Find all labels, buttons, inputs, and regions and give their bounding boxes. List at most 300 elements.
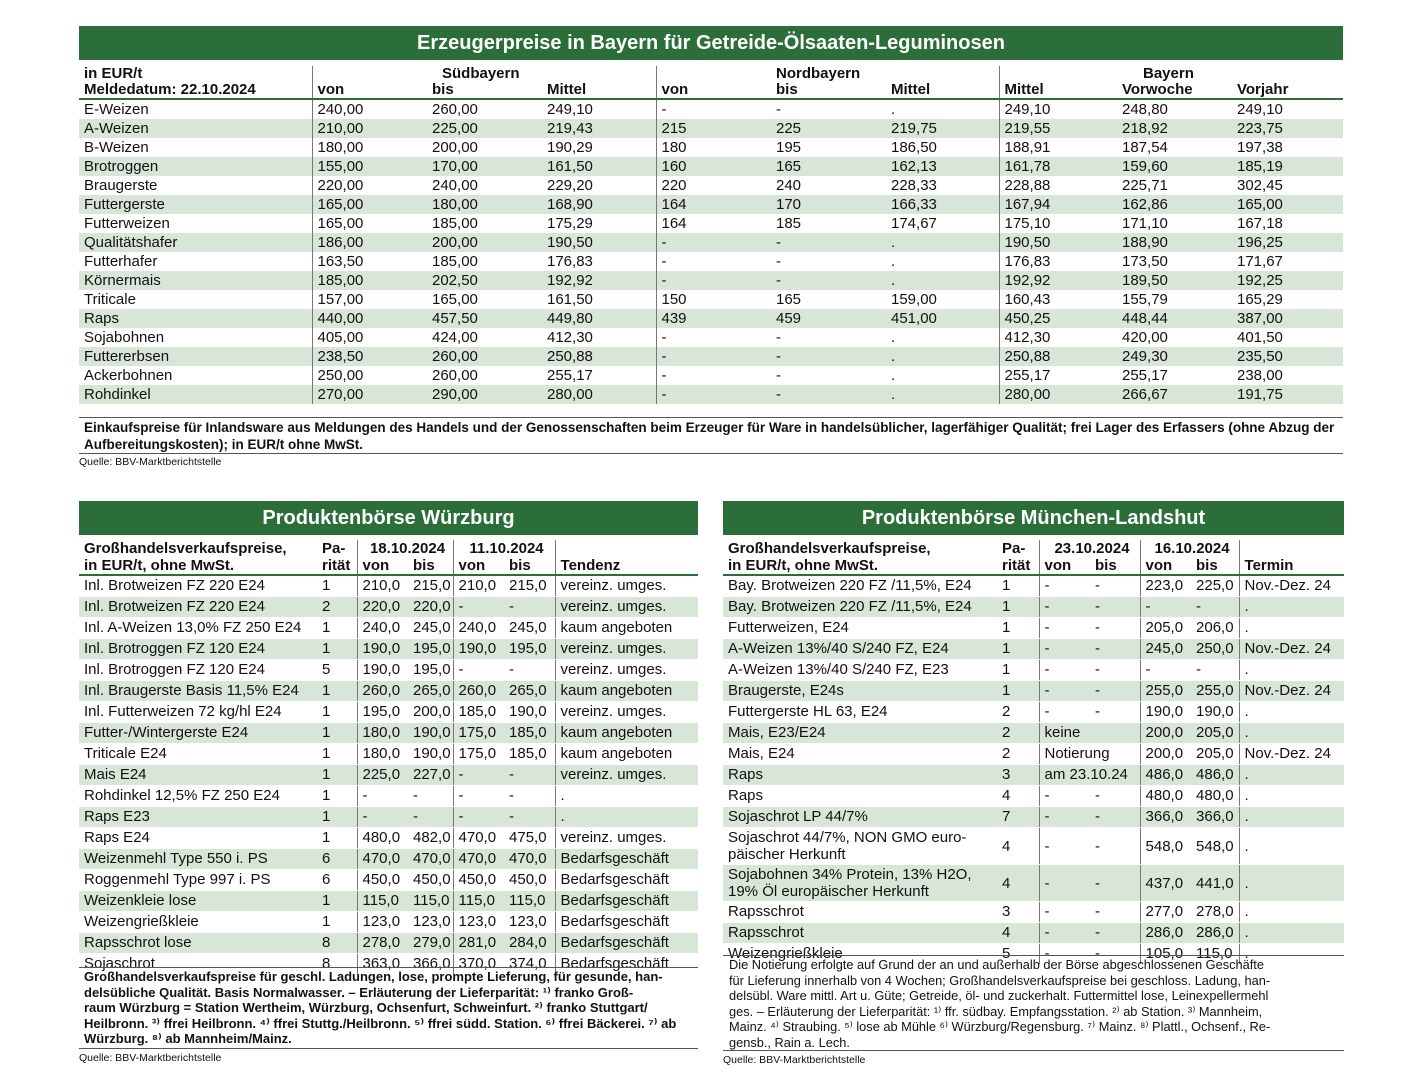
date1-von: 190,0 xyxy=(357,639,408,660)
date2-bis: 190,0 xyxy=(1191,702,1239,723)
termin: . xyxy=(1239,865,1344,902)
paritaet: 4 xyxy=(997,865,1039,902)
bayern-vorjahr: 165,29 xyxy=(1237,291,1283,308)
date2-bis: 366,0 xyxy=(1191,807,1239,828)
sued-von: 163,50 xyxy=(312,252,427,271)
sued-von: 185,00 xyxy=(312,271,427,290)
table-row xyxy=(79,744,698,765)
product-name: Roggenmehl Type 997 i. PS xyxy=(79,870,317,891)
nord-bis: - xyxy=(776,367,781,384)
product-name: Futtererbsen xyxy=(79,347,312,366)
table-row xyxy=(79,828,698,849)
date2-bis: 470,0 xyxy=(504,849,555,870)
date1-von: 220,0 xyxy=(357,597,408,618)
date2-von: 260,0 xyxy=(453,681,504,702)
nord-mittel: 162,13 xyxy=(886,157,999,176)
paritaet: 1 xyxy=(997,575,1039,597)
table-row xyxy=(79,233,1343,252)
col-sued-von: von xyxy=(312,82,427,99)
sued-bis: 260,00 xyxy=(432,367,478,384)
date2-von: 370,0 xyxy=(453,954,504,975)
table-row xyxy=(79,575,698,597)
paritaet: 2 xyxy=(317,597,357,618)
tendenz: kaum angeboten xyxy=(555,681,698,702)
date2-von: 548,0 xyxy=(1140,828,1191,865)
sued-bis: 202,50 xyxy=(427,271,542,290)
paritaet: 8 xyxy=(317,954,357,975)
bayern-vorjahr: 171,67 xyxy=(1237,253,1283,270)
nord-bis: 225 xyxy=(771,119,886,138)
paritaet: 1 xyxy=(317,765,357,786)
date2-von: - xyxy=(453,597,504,618)
date1-von: - xyxy=(1039,618,1090,639)
table-row xyxy=(723,828,1344,865)
date1-von: - xyxy=(1039,660,1090,681)
bayern-mittel: 161,78 xyxy=(999,157,1117,176)
product-name: Inl. Brotroggen FZ 120 E24 xyxy=(79,660,317,681)
date1-bis: - xyxy=(1090,828,1140,865)
date2-von: 245,0 xyxy=(1140,639,1191,660)
date1-bis: 482,0 xyxy=(408,828,453,849)
bayern-vorwoche: 225,71 xyxy=(1122,177,1168,194)
note-line: Mainz. ⁴⁾ Straubing. ⁵⁾ lose ab Mühle ⁶⁾ Würzburg/Regensburg. ⁷⁾ Mainz. ⁸⁾ Plattl., Ochsenf., Re- xyxy=(729,1019,1271,1034)
nord-bis: - xyxy=(771,233,886,252)
nord-mittel: 166,33 xyxy=(886,195,999,214)
date1-von: 180,0 xyxy=(357,723,408,744)
sued-bis: 457,50 xyxy=(427,309,542,328)
date2-von: 123,0 xyxy=(453,912,504,933)
wb-h-bis2: bis xyxy=(504,557,555,575)
product-name: Inl. Brotroggen FZ 120 E24 xyxy=(79,639,317,660)
date1-von: am 23.10.24 xyxy=(1039,765,1140,786)
date1-bis: - xyxy=(408,807,453,828)
date2-von: - xyxy=(453,660,504,681)
sued-mittel: 176,83 xyxy=(547,253,593,270)
paritaet: 4 xyxy=(997,786,1039,807)
bayern-mittel: 412,30 xyxy=(999,328,1117,347)
table-row xyxy=(723,923,1344,944)
col-nord-bis: bis xyxy=(771,82,886,99)
note-line: delsübl. Ware mittl. Art u. Güte; Getreide, öl- und zuckerhalt. Futtermittel lose, Leinexpellermehl xyxy=(729,988,1269,1003)
date2-bis: 185,0 xyxy=(504,723,555,744)
sued-mittel: 255,17 xyxy=(547,367,593,384)
bayern-vorjahr: 165,00 xyxy=(1232,195,1343,214)
wuerzburg-note xyxy=(84,969,696,1047)
wb-h-von1: von xyxy=(357,557,408,575)
nord-mittel: 228,33 xyxy=(891,177,937,194)
paritaet: 6 xyxy=(317,849,357,870)
date1-bis: - xyxy=(1090,639,1140,660)
bayern-mittel: 228,88 xyxy=(999,176,1117,195)
date2-von: 105,0 xyxy=(1140,944,1191,965)
bayern-vorjahr: 197,38 xyxy=(1237,139,1283,156)
paritaet: 1 xyxy=(997,639,1039,660)
bayern-vorwoche: 255,17 xyxy=(1122,367,1168,384)
product-name: Braugerste, E24s xyxy=(723,681,997,702)
product-name: Brotroggen xyxy=(79,157,312,176)
group-nordbayern: Nordbayern xyxy=(776,66,861,82)
table-row xyxy=(79,723,698,744)
paritaet: 1 xyxy=(317,891,357,912)
date2-bis: - xyxy=(1191,597,1239,618)
nord-mittel: . xyxy=(891,367,896,384)
date2-bis: 374,0 xyxy=(504,954,555,975)
bayern-mittel: 160,43 xyxy=(999,290,1117,309)
date2-bis: 190,0 xyxy=(504,702,555,723)
date2-bis: 215,0 xyxy=(504,575,555,597)
date2-bis: - xyxy=(504,765,555,786)
date2-von: 115,0 xyxy=(453,891,504,912)
bayern-vorwoche: 159,60 xyxy=(1117,157,1232,176)
product-name: Weizengrießkleie xyxy=(79,912,317,933)
date2-bis: 205,0 xyxy=(1191,723,1239,744)
nord-bis: - xyxy=(776,253,781,270)
date2-bis: 475,0 xyxy=(504,828,555,849)
date1-bis: 195,0 xyxy=(408,660,453,681)
termin: . xyxy=(1239,944,1344,965)
date2-von: 470,0 xyxy=(453,849,504,870)
date1-von: 180,0 xyxy=(357,744,408,765)
paritaet: 4 xyxy=(997,923,1039,944)
date1-bis: - xyxy=(1090,575,1140,597)
product-name: Sojaschrot xyxy=(79,954,317,975)
sued-mittel: 190,29 xyxy=(547,139,593,156)
sued-mittel: 168,90 xyxy=(542,195,656,214)
bayern-vorjahr: 387,00 xyxy=(1232,309,1343,328)
nord-bis: 165 xyxy=(776,291,802,308)
product-name: Raps E24 xyxy=(79,828,317,849)
date2-von: 366,0 xyxy=(1140,807,1191,828)
wuerzburg-title: Produktenbörse Würzburg xyxy=(262,507,515,529)
date1-von: - xyxy=(1039,575,1090,597)
nord-bis: - xyxy=(771,271,886,290)
table-row xyxy=(79,195,1343,214)
date2-bis: - xyxy=(1191,660,1239,681)
ml-h-paritaet-b: rität xyxy=(997,557,1039,575)
date1-von: - xyxy=(1039,944,1090,965)
date1-bis: - xyxy=(1090,597,1140,618)
product-name: Weizenmehl Type 550 i. PS xyxy=(79,849,317,870)
date1-bis: - xyxy=(1090,660,1140,681)
wb-h-von2: von xyxy=(453,557,504,575)
date2-bis: 250,0 xyxy=(1191,639,1239,660)
sued-von: 157,00 xyxy=(312,290,427,309)
termin: . xyxy=(1239,765,1344,786)
date1-von: 260,0 xyxy=(357,681,408,702)
date2-bis: 115,0 xyxy=(1191,944,1239,965)
product-name: Bay. Brotweizen 220 FZ /11,5%, E24 xyxy=(723,575,997,597)
sued-von: 165,00 xyxy=(312,214,427,233)
product-name: Futtergerste HL 63, E24 xyxy=(723,702,997,723)
table-row xyxy=(723,597,1344,618)
table-row xyxy=(79,870,698,891)
termin: . xyxy=(1239,660,1344,681)
nord-von: 220 xyxy=(656,176,771,195)
product-name: Körnermais xyxy=(79,271,312,290)
tendenz: . xyxy=(555,807,698,828)
table-row xyxy=(79,597,698,618)
date2-von: 200,0 xyxy=(1140,744,1191,765)
product-name: Futter-/Wintergerste E24 xyxy=(79,723,317,744)
bayern-vorwoche: 155,79 xyxy=(1122,291,1168,308)
paritaet: 3 xyxy=(997,902,1039,923)
date2-von: - xyxy=(453,807,504,828)
col-bayern-vorwoche: Vorwoche xyxy=(1117,82,1232,99)
date1-von: - xyxy=(1039,786,1090,807)
product-name: Mais, E24 xyxy=(723,744,997,765)
nord-mittel: . xyxy=(886,347,999,366)
paritaet: 1 xyxy=(997,681,1039,702)
termin: Nov.-Dez. 24 xyxy=(1239,744,1344,765)
product-name-line2: päischer Herkunft xyxy=(728,846,846,863)
termin: . xyxy=(1239,597,1344,618)
date2-bis: 278,0 xyxy=(1191,902,1239,923)
bayern-vorjahr: 238,00 xyxy=(1237,367,1283,384)
sued-von: 250,00 xyxy=(312,366,427,385)
table-row xyxy=(79,119,1343,138)
product-name: Inl. Braugerste Basis 11,5% E24 xyxy=(79,681,317,702)
date2-bis: 548,0 xyxy=(1191,828,1239,865)
bayern-mittel: 190,50 xyxy=(999,233,1117,252)
date2-bis: 115,0 xyxy=(504,891,555,912)
sued-mittel: 249,10 xyxy=(547,101,593,118)
nord-mittel: . xyxy=(886,385,999,404)
date1-von: 240,0 xyxy=(357,618,408,639)
product-name: Inl. Brotweizen FZ 220 E24 xyxy=(79,575,317,597)
nord-mittel: . xyxy=(891,253,896,270)
date1-bis: - xyxy=(408,786,453,807)
nord-von: - xyxy=(656,366,771,385)
product-name: Mais, E23/E24 xyxy=(723,723,997,744)
date2-bis: 284,0 xyxy=(504,933,555,954)
date2-von: 175,0 xyxy=(453,723,504,744)
group-bayern: Bayern xyxy=(1143,66,1194,82)
nord-mittel: 159,00 xyxy=(891,291,937,308)
producer-prices-table xyxy=(79,66,1343,404)
nord-von: 150 xyxy=(656,290,771,309)
date1-bis: 200,0 xyxy=(408,702,453,723)
paritaet: 2 xyxy=(997,723,1039,744)
table-row xyxy=(723,702,1344,723)
paritaet: 1 xyxy=(317,828,357,849)
date2-bis: - xyxy=(504,597,555,618)
sued-mittel: 192,92 xyxy=(542,271,656,290)
paritaet: 7 xyxy=(997,807,1039,828)
note-line: gensb., Rain a. Lech. xyxy=(729,1034,850,1050)
date2-bis: 265,0 xyxy=(504,681,555,702)
table-row xyxy=(723,681,1344,702)
nord-mittel: . xyxy=(886,233,999,252)
tendenz: vereinz. umges. xyxy=(555,639,698,660)
date1-von: - xyxy=(1039,597,1090,618)
date2-von: 437,0 xyxy=(1140,865,1191,902)
table-row xyxy=(79,385,1343,404)
product-name: Weizengrießkleie xyxy=(723,944,997,965)
date2-von: 205,0 xyxy=(1140,618,1191,639)
sued-mittel: 280,00 xyxy=(542,385,656,404)
table-row xyxy=(79,328,1343,347)
date1-von: Notierung xyxy=(1039,744,1140,765)
nord-bis: - xyxy=(776,329,781,346)
table-row xyxy=(723,639,1344,660)
product-name: E-Weizen xyxy=(84,101,149,118)
nord-mittel: . xyxy=(891,101,896,118)
nord-bis: 459 xyxy=(771,309,886,328)
product-name: Inl. Futterweizen 72 kg/hl E24 xyxy=(79,702,317,723)
meldedatum: Meldedatum: 22.10.2024 xyxy=(79,82,312,99)
sued-von: 210,00 xyxy=(312,119,427,138)
bayern-mittel: 280,00 xyxy=(999,385,1117,404)
table-row xyxy=(723,786,1344,807)
bayern-mittel: 255,17 xyxy=(999,366,1117,385)
paritaet: 1 xyxy=(317,912,357,933)
termin: . xyxy=(1239,723,1344,744)
paritaet: 2 xyxy=(997,702,1039,723)
table-row xyxy=(79,309,1343,328)
date1-bis: 366,0 xyxy=(408,954,453,975)
note-line: delsübliche Qualität. Basis Normalwasser. – Erläuterung der Lieferparität: ¹⁾ franko Groß- xyxy=(84,984,634,1000)
bayern-vorwoche: 171,10 xyxy=(1122,215,1168,232)
product-name-line1: Sojabohnen 34% Protein, 13% H2O, xyxy=(728,866,972,883)
date1-bis: - xyxy=(1090,618,1140,639)
date1-von: 190,0 xyxy=(357,660,408,681)
table-row xyxy=(79,891,698,912)
date2-bis: - xyxy=(504,807,555,828)
date1-von: 480,0 xyxy=(357,828,408,849)
wb-h-date1: 18.10.2024 xyxy=(357,540,453,557)
bayern-vorjahr: 249,10 xyxy=(1237,101,1283,118)
termin: . xyxy=(1239,702,1344,723)
note-line: Würzburg. ⁸⁾ ab Mannheim/Mainz. xyxy=(84,1031,292,1046)
date1-von: 115,0 xyxy=(357,891,408,912)
product-name: Ackerbohnen xyxy=(84,367,173,384)
product-name: A-Weizen 13%/40 S/240 FZ, E24 xyxy=(723,639,997,660)
termin: Nov.-Dez. 24 xyxy=(1239,639,1344,660)
ml-h-bis2: bis xyxy=(1191,557,1239,575)
table-row xyxy=(79,681,698,702)
nord-von: - xyxy=(656,233,771,252)
nord-bis: 185 xyxy=(776,215,802,232)
product-name-line2: 19% Öl europäischer Herkunft xyxy=(728,883,929,900)
table-row xyxy=(79,347,1343,366)
table-row xyxy=(79,933,698,954)
wb-h-col1a: Großhandelsverkaufspreise, xyxy=(84,540,287,557)
nord-von: - xyxy=(656,99,771,119)
table-row xyxy=(79,214,1343,233)
tendenz: kaum angeboten xyxy=(555,744,698,765)
top-title-bar xyxy=(79,26,1343,60)
nord-von: - xyxy=(656,252,771,271)
date2-bis: 441,0 xyxy=(1191,865,1239,902)
date1-von: 123,0 xyxy=(357,912,408,933)
date1-von: - xyxy=(1039,681,1090,702)
sued-mittel: 190,50 xyxy=(542,233,656,252)
termin: . xyxy=(1239,828,1344,865)
date1-von: 210,0 xyxy=(357,575,408,597)
date2-von: - xyxy=(1140,660,1191,681)
sued-von: 440,00 xyxy=(312,309,427,328)
sued-von: 155,00 xyxy=(312,157,427,176)
ml-h-date2: 16.10.2024 xyxy=(1140,540,1239,557)
product-name: Rapsschrot xyxy=(723,902,997,923)
date1-bis: 190,0 xyxy=(408,744,453,765)
tendenz: Bedarfsgeschäft xyxy=(555,912,698,933)
product-name: A-Weizen 13%/40 S/240 FZ, E23 xyxy=(723,660,997,681)
date1-bis: 450,0 xyxy=(408,870,453,891)
termin: . xyxy=(1239,786,1344,807)
sued-von: 165,00 xyxy=(312,195,427,214)
ml-h-von1: von xyxy=(1039,557,1090,575)
bayern-vorwoche: 249,30 xyxy=(1117,347,1232,366)
date1-von: - xyxy=(1039,639,1090,660)
nord-von: - xyxy=(656,347,771,366)
product-name xyxy=(723,865,997,902)
tendenz: vereinz. umges. xyxy=(555,828,698,849)
paritaet: 1 xyxy=(317,575,357,597)
date2-bis: 225,0 xyxy=(1191,575,1239,597)
ml-h-bis1: bis xyxy=(1090,557,1140,575)
date1-bis: 265,0 xyxy=(408,681,453,702)
table-row xyxy=(723,660,1344,681)
wb-h-date2: 11.10.2024 xyxy=(453,540,555,557)
bayern-vorjahr: 196,25 xyxy=(1232,233,1343,252)
date1-von: - xyxy=(1039,807,1090,828)
paritaet: 1 xyxy=(317,702,357,723)
table-row xyxy=(723,723,1344,744)
termin: . xyxy=(1239,618,1344,639)
product-name: Inl. Brotweizen FZ 220 E24 xyxy=(79,597,317,618)
date1-bis: 115,0 xyxy=(408,891,453,912)
table-row xyxy=(723,618,1344,639)
sued-mittel: 161,50 xyxy=(547,291,593,308)
product-name: Braugerste xyxy=(84,177,158,194)
nord-bis: - xyxy=(776,101,781,118)
bayern-vorjahr: 185,19 xyxy=(1232,157,1343,176)
product-name: Raps E23 xyxy=(79,807,317,828)
table-row xyxy=(723,575,1344,597)
bayern-mittel: 249,10 xyxy=(999,99,1117,119)
date2-von: 450,0 xyxy=(453,870,504,891)
col-sued-mittel: Mittel xyxy=(542,82,656,99)
date1-von: 363,0 xyxy=(357,954,408,975)
paritaet: 6 xyxy=(317,870,357,891)
date1-bis: 245,0 xyxy=(408,618,453,639)
table-row xyxy=(79,786,698,807)
product-name: Rohdinkel 12,5% FZ 250 E24 xyxy=(79,786,317,807)
muenchen-title: Produktenbörse München-Landshut xyxy=(861,507,1206,529)
paritaet: 1 xyxy=(317,681,357,702)
date2-von: 281,0 xyxy=(453,933,504,954)
date1-bis: - xyxy=(1090,681,1140,702)
product-name: Mais E24 xyxy=(79,765,317,786)
date1-bis: 279,0 xyxy=(408,933,453,954)
bayern-vorjahr: 302,45 xyxy=(1237,177,1283,194)
nord-von: - xyxy=(656,328,771,347)
product-name: Sojaschrot LP 44/7% xyxy=(723,807,997,828)
date2-von: 470,0 xyxy=(453,828,504,849)
nord-von: 164 xyxy=(656,214,771,233)
bayern-vorwoche: 173,50 xyxy=(1122,253,1168,270)
tendenz: kaum angeboten xyxy=(555,618,698,639)
date1-bis: 123,0 xyxy=(408,912,453,933)
product-name: Futterhafer xyxy=(84,253,158,270)
bayern-vorjahr: 192,25 xyxy=(1232,271,1343,290)
sued-bis: 260,00 xyxy=(427,347,542,366)
top-note: Einkaufspreise für Inlandsware aus Meldungen des Handels und der Genossenschaften beim Erzeuger für Ware in handelsüblicher, lagerfähiger Qualität; frei Lager des Erfassers (ohne Abzug der Aufbereitungskosten); in EUR/t ohne MwSt. xyxy=(84,420,1335,452)
date2-von: 480,0 xyxy=(1140,786,1191,807)
table-row xyxy=(79,807,698,828)
date1-bis: 227,0 xyxy=(408,765,453,786)
